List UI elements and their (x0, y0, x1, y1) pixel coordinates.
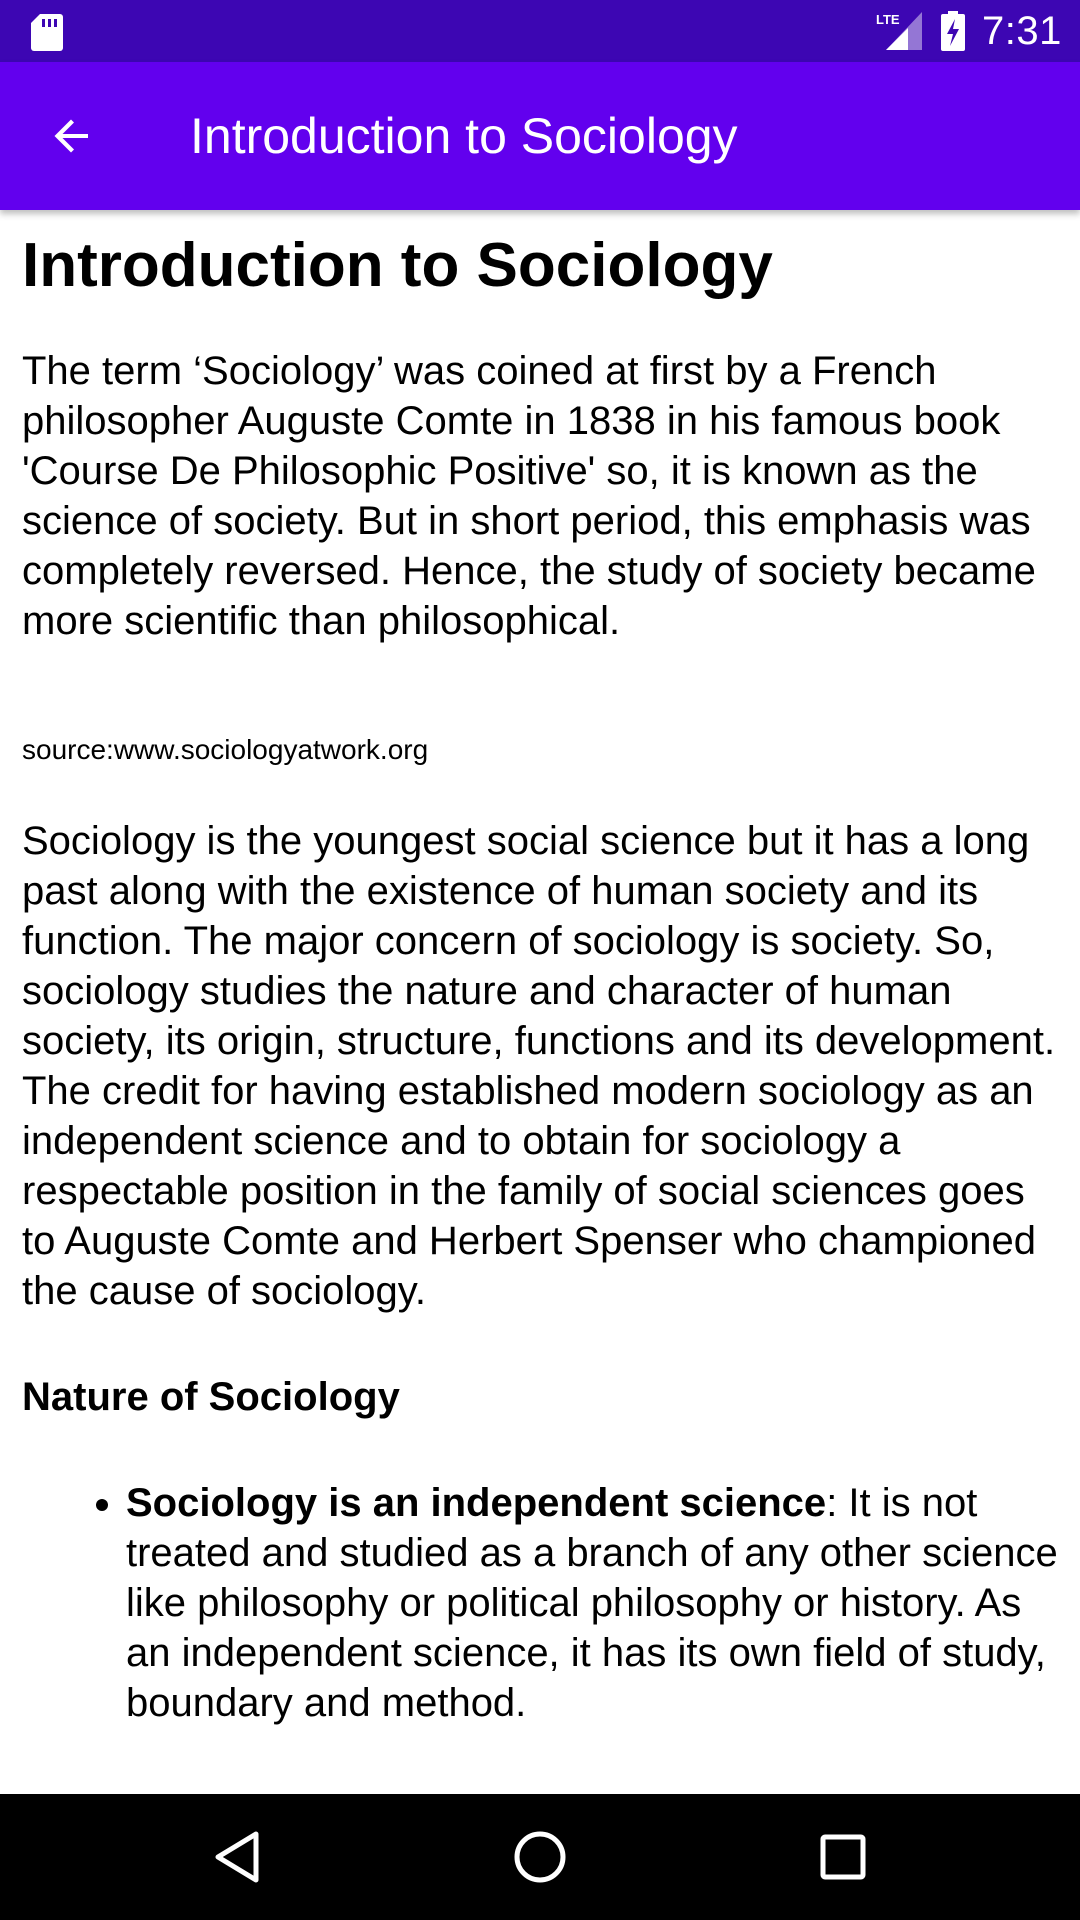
nav-back-button[interactable] (204, 1824, 270, 1890)
source-caption: source:www.sociologyatwork.org (22, 734, 429, 765)
bullet-list (22, 1478, 1058, 1728)
home-circle-icon (512, 1829, 568, 1885)
article-body (0, 210, 1080, 1728)
back-button[interactable] (36, 100, 108, 172)
list-item-bold-term: Sociology is an independent science (126, 1481, 827, 1525)
app-bar (0, 62, 1080, 210)
arrow-left-icon (48, 112, 96, 160)
status-clock: 7:31 (982, 9, 1062, 53)
article-paragraph-1: The term ‘Sociology’ was coined at first by a French philosopher Auguste Comte in 1838 in his famous book 'Course De Philosophic Positive' so, it is known as the science of society. But in short period, this emphasis was completely reversed. Hence, the study of society became more scientific than philosophical. (22, 349, 1036, 643)
recents-square-icon (819, 1833, 867, 1881)
nav-recents-button[interactable] (810, 1824, 876, 1890)
article-heading: Introduction to Sociology (22, 231, 773, 300)
nav-home-button[interactable] (507, 1824, 573, 1890)
lte-signal-icon (872, 10, 924, 52)
status-bar (0, 0, 1080, 62)
battery-charging-icon (940, 10, 966, 52)
section-heading: Nature of Sociology (22, 1375, 400, 1419)
app-bar-title: Introduction to Sociology (190, 108, 738, 164)
back-triangle-icon (212, 1830, 262, 1884)
list-item-text: : It is not treated and studied as a branch of any other science like philosophy or political philosophy or history. As an independent science, it has its own field of study, boundary and method. (126, 1481, 1058, 1725)
navigation-bar (0, 1794, 1080, 1920)
article-scroll-view[interactable] (0, 210, 1080, 1794)
sd-card-icon (30, 12, 64, 52)
network-label: LTE (876, 12, 900, 27)
list-item (126, 1478, 1058, 1728)
article-paragraph-2: Sociology is the youngest social science but it has a long past along with the existence of human society and its function. The major concern of sociology is society. So, sociology studies the nature and character of human society, its origin, structure, functions and its development. The credit for having established modern sociology as an independent science and to obtain for sociology a respectable position in the family of social sciences goes to Auguste Comte and Herbert Spenser who championed the cause of sociology. (22, 819, 1056, 1313)
